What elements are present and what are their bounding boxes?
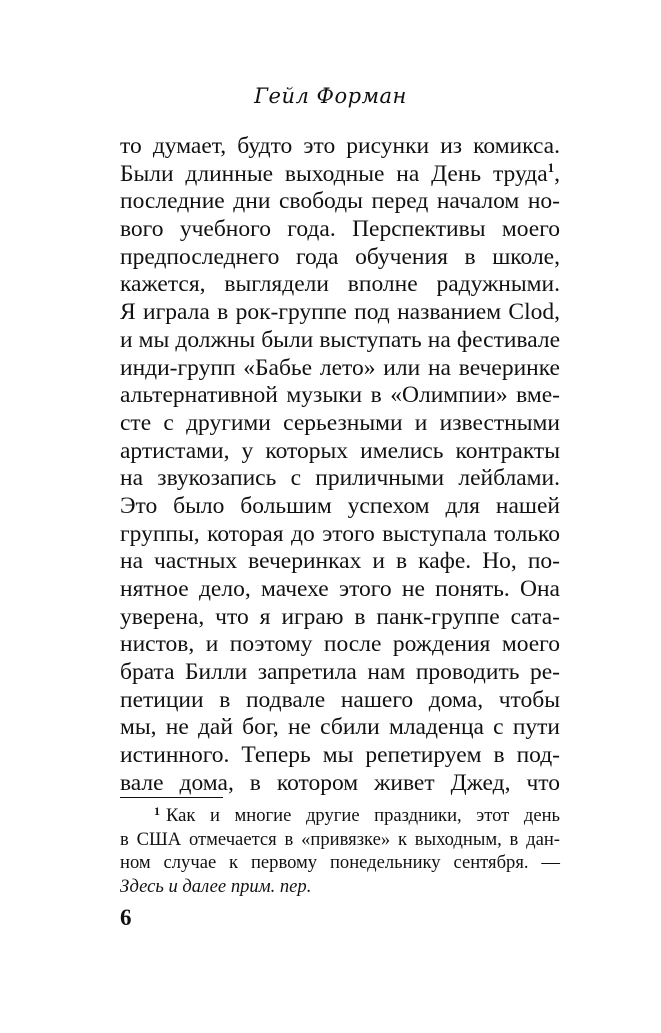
text-line: предпоследнего года обучения в школе,: [120, 243, 560, 270]
footnote-reference[interactable]: 1: [547, 159, 555, 175]
footnote-line: [120, 804, 560, 828]
footnote-line: в США отмечается в «привязке» к выходным, в дан-: [120, 828, 560, 850]
body-text: [120, 133, 560, 798]
text-line: сте с другими серьезными и известными: [120, 409, 560, 436]
page-number: 6: [120, 905, 132, 930]
footnote-line-text: Как и многие другие праздники, этот день: [166, 805, 560, 826]
footnote: [120, 804, 560, 898]
text-line: мы, не дай бог, не сбили младенца с пути: [120, 714, 560, 741]
footnote-number: 1: [154, 804, 160, 818]
text-line: нистов, и поэтому после рождения моего: [120, 631, 560, 658]
text-line: то думает, будто это рисунки из комикса.: [120, 133, 560, 159]
text-line: на частных вечеринках и в кафе. Но, по-: [120, 548, 560, 575]
text-line: альтернативной музыки в «Олимпии» вме-: [120, 382, 560, 409]
text-line: брата Билли запретила нам проводить ре-: [120, 659, 560, 686]
text-line: вале дома, в котором живет Джед, что: [120, 769, 560, 796]
text-line: инди-групп «Бабье лето» или на вечеринке: [120, 354, 560, 381]
running-head: Гейл Форман: [254, 84, 407, 108]
text-line: артистами, у которых имелись контракты: [120, 437, 560, 464]
text-line-part: Были длинные выходные на День труда: [120, 160, 548, 187]
text-line: истинного. Теперь мы репетируем в под-: [120, 742, 560, 769]
text-line: группы, которая до этого выступала только: [120, 520, 560, 547]
footnote-divider: [120, 797, 223, 798]
text-line-trail: ,: [554, 160, 560, 187]
text-line: кажется, выглядели вполне радужными.: [120, 271, 560, 298]
text-line: петиции в подвале нашего дома, чтобы: [120, 686, 560, 713]
text-line: Это было большим успехом для нашей: [120, 492, 560, 519]
text-line: Я играла в рок-группе под названием Clod,: [120, 299, 560, 326]
text-line: последние дни свободы перед началом но-: [120, 188, 560, 215]
text-line: нятное дело, мачехе этого не понять. Она: [120, 576, 560, 602]
footnote-line: ном случае к первому понедельнику сентября. —: [120, 852, 560, 873]
text-line: [120, 161, 560, 189]
text-line: уверена, что я играю в панк-группе сата-: [120, 603, 560, 630]
footnote-attribution: Здесь и далее прим. пер.: [120, 875, 312, 897]
text-line: на звукозапись с приличными лейблами.: [120, 465, 560, 492]
text-line: вого учебного года. Перспективы моего: [120, 216, 560, 243]
text-line: и мы должны были выступать на фестивале: [120, 326, 560, 353]
